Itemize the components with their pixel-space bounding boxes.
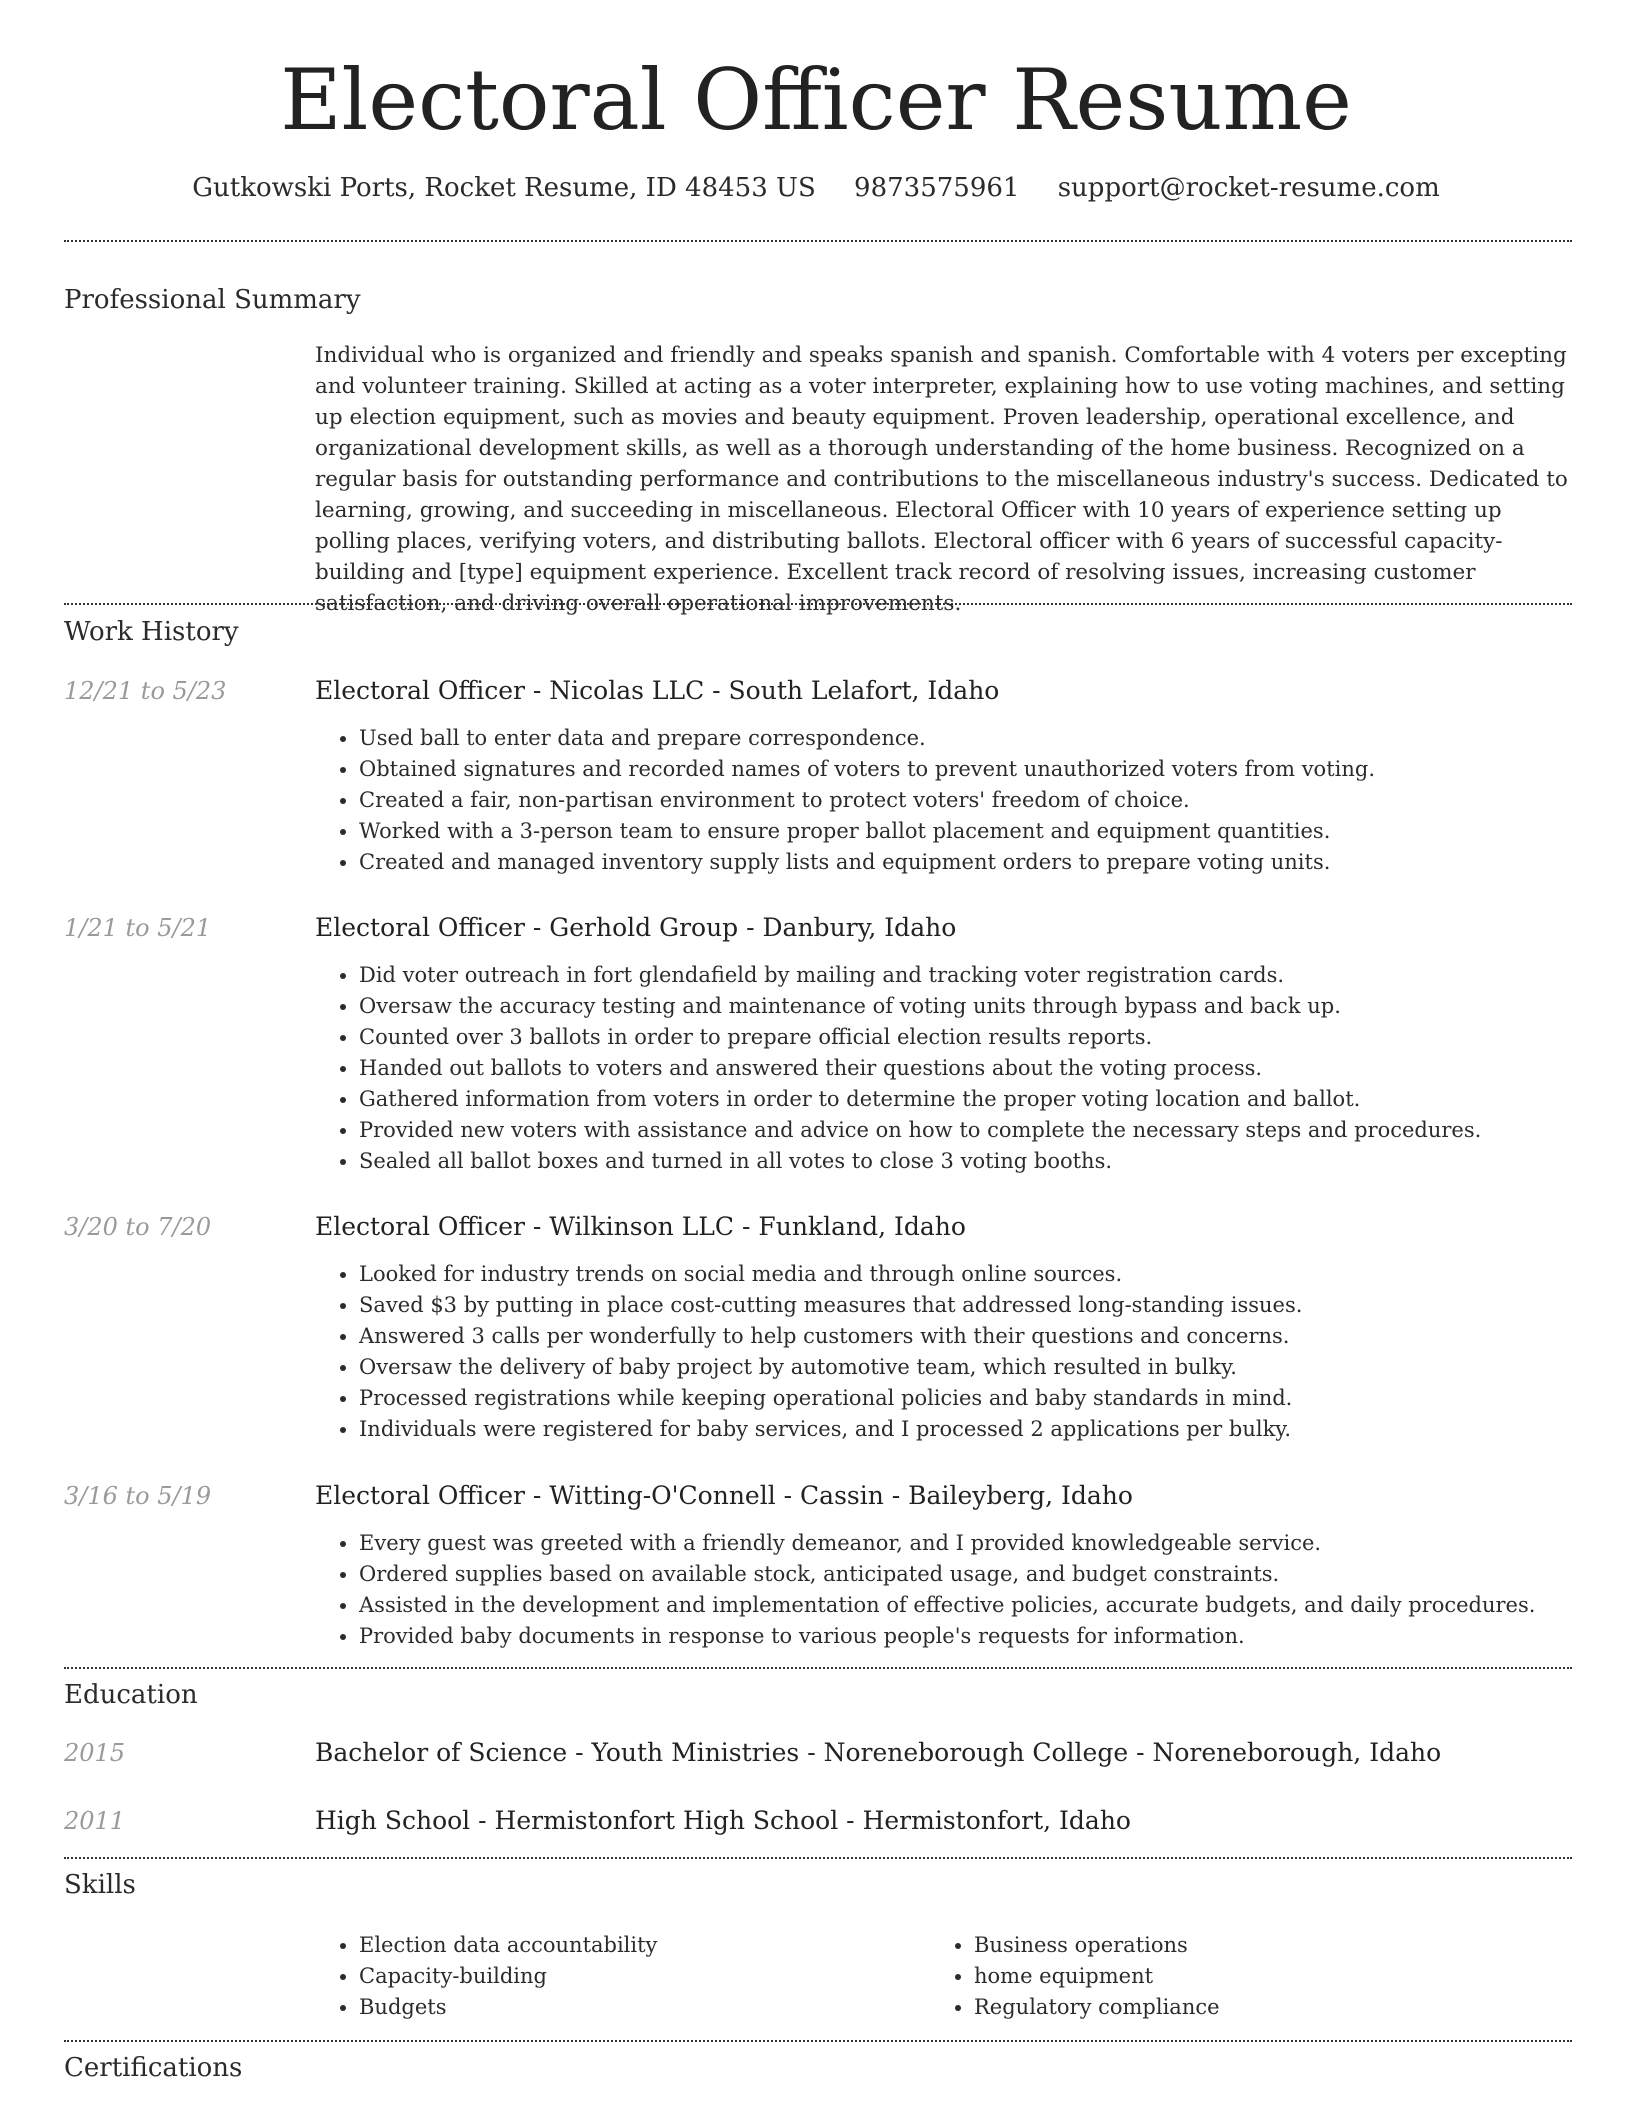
divider (64, 1857, 1572, 1859)
skill-item: • Capacity-building (359, 1961, 875, 1992)
list-item: • Created a fair, non-partisan environment to protect voters' freedom of choice. (359, 785, 1575, 816)
contact-line (0, 170, 1632, 206)
job-bullets (315, 723, 1575, 878)
skills-list-left (315, 1930, 875, 2023)
divider (64, 603, 1572, 605)
list-item: • Saved $3 by putting in place cost-cutting measures that addressed long-standing issues. (359, 1290, 1575, 1321)
section-title-skills: Skills (64, 1870, 136, 1900)
education-school: - Hermistonfort High School - Hermistonfort, Idaho (470, 1806, 1131, 1835)
list-item: • Used ball to enter data and prepare correspondence. (359, 723, 1575, 754)
job-bullets (315, 1259, 1575, 1445)
list-item: • Did voter outreach in fort glendafield by mailing and tracking voter registration cards. (359, 960, 1575, 991)
job-bullets (315, 1528, 1575, 1652)
list-item: • Provided new voters with assistance and advice on how to complete the necessary steps and procedures. (359, 1115, 1575, 1146)
list-item: • Answered 3 calls per wonderfully to help customers with their questions and concerns. (359, 1321, 1575, 1352)
section-title-work: Work History (64, 617, 239, 647)
list-item: • Ordered supplies based on available stock, anticipated usage, and budget constraints. (359, 1559, 1575, 1590)
skill-item: • Business operations (974, 1930, 1490, 1961)
list-item: • Processed registrations while keeping operational policies and baby standards in mind. (359, 1383, 1575, 1414)
list-item: • Sealed all ballot boxes and turned in all votes to close 3 voting booths. (359, 1146, 1575, 1177)
list-item: • Every guest was greeted with a friendly demeanor, and I provided knowledgeable service. (359, 1528, 1575, 1559)
list-item: • Counted over 3 ballots in order to prepare official election results reports. (359, 1022, 1575, 1053)
skill-item: • home equipment (974, 1961, 1490, 1992)
skill-item: • Regulatory compliance (974, 1992, 1490, 2023)
job-title: Electoral Officer - Witting-O'Connell - Cassin - Baileyberg, Idaho (315, 1481, 1133, 1510)
education-degree: Bachelor of Science - Youth Ministries (315, 1738, 800, 1767)
job-date: 3/16 to 5/19 (64, 1482, 212, 1510)
job-date: 12/21 to 5/23 (64, 677, 227, 705)
address: Gutkowski Ports, Rocket Resume, ID 48453 US (192, 173, 816, 203)
summary-text: Individual who is organized and friendly and speaks spanish and spanish. Comfortable with 4 voters per excepting and volunteer training. Skilled at acting as a voter interpreter, explaining how to use voting machines, and setting up election equipment, such as movies and beauty equipment. Proven leadership, operational excellence, and organizational development skills, as well as a thorough understanding of the home business. Recognized on a regular basis for outstanding performance and contributions to the miscellaneous industry's success. Dedicated to learning, growing, and succeeding in miscellaneous. Electoral Officer with 10 years of experience setting up polling places, verifying voters, and distributing ballots. Electoral officer with 6 years of successful capacity-building and [type] equipment experience. Excellent track record of resolving issues, increasing customer satisfaction, and driving overall operational improvements. (315, 343, 1568, 616)
job-date: 3/20 to 7/20 (64, 1213, 212, 1241)
list-item: • Looked for industry trends on social media and through online sources. (359, 1259, 1575, 1290)
list-item: • Worked with a 3-person team to ensure proper ballot placement and equipment quantities. (359, 816, 1575, 847)
list-item: • Obtained signatures and recorded names of voters to prevent unauthorized voters from voting. (359, 754, 1575, 785)
job-bullets (315, 960, 1575, 1177)
education-school: - Noreneborough College - Noreneborough, Idaho (799, 1738, 1442, 1767)
section-title-summary: Professional Summary (64, 285, 361, 315)
email: support@rocket-resume.com (1057, 173, 1440, 203)
phone: 9873575961 (854, 173, 1020, 203)
skill-item: • Election data accountability (359, 1930, 875, 1961)
education-date: 2011 (64, 1807, 126, 1835)
divider (64, 1667, 1572, 1669)
job-title: Electoral Officer - Wilkinson LLC - Funkland, Idaho (315, 1212, 966, 1241)
education-entry (315, 1804, 1131, 1838)
job-title: Electoral Officer - Gerhold Group - Danbury, Idaho (315, 913, 957, 942)
list-item: • Created and managed inventory supply lists and equipment orders to prepare voting units. (359, 847, 1575, 878)
section-title-education: Education (64, 1680, 198, 1710)
list-item: • Assisted in the development and implementation of effective policies, accurate budgets, and daily procedures. (359, 1590, 1575, 1621)
page-title: Electoral Officer Resume (280, 51, 1352, 149)
divider (64, 2040, 1572, 2042)
job-title: Electoral Officer - Nicolas LLC - South Lelafort, Idaho (315, 676, 1000, 705)
list-item: • Handed out ballots to voters and answered their questions about the voting process. (359, 1053, 1575, 1084)
skills-list-right (930, 1930, 1490, 2023)
list-item: • Individuals were registered for baby services, and I processed 2 applications per bulky. (359, 1414, 1575, 1445)
list-item: • Provided baby documents in response to various people's requests for information. (359, 1621, 1575, 1652)
divider (64, 240, 1572, 242)
list-item: • Oversaw the delivery of baby project by automotive team, which resulted in bulky. (359, 1352, 1575, 1383)
education-entry (315, 1736, 1441, 1770)
section-title-certifications: Certifications (64, 2053, 243, 2083)
list-item: • Oversaw the accuracy testing and maintenance of voting units through bypass and back up. (359, 991, 1575, 1022)
skill-item: • Budgets (359, 1992, 875, 2023)
education-date: 2015 (64, 1739, 126, 1767)
education-degree: High School (315, 1806, 471, 1835)
list-item: • Gathered information from voters in order to determine the proper voting location and ballot. (359, 1084, 1575, 1115)
job-date: 1/21 to 5/21 (64, 914, 212, 942)
